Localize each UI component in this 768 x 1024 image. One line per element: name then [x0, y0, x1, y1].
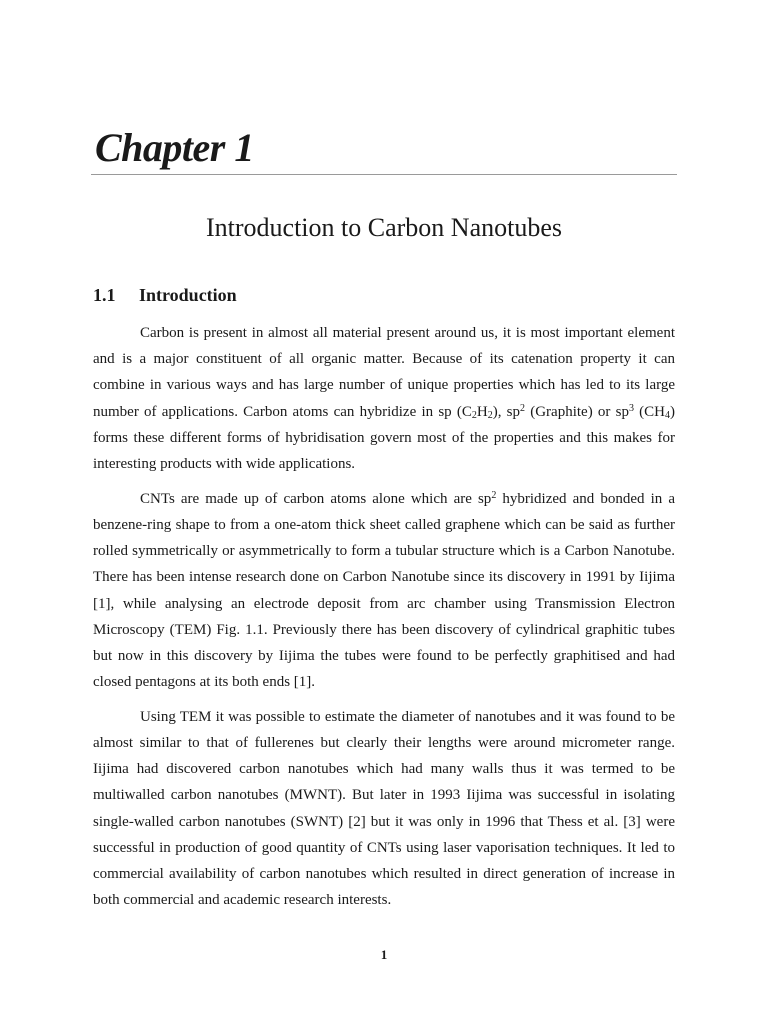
page-number: 1 [380, 947, 388, 962]
p1-text-c: H [476, 403, 488, 420]
section-number: 1.1 [93, 285, 116, 305]
paragraph-2 [93, 486, 675, 696]
body-text [93, 320, 675, 922]
section-heading [93, 282, 237, 308]
section-title: Introduction [139, 285, 237, 305]
p1-text-a: Carbon is present in almost all material present around us, it is most important element and is a major constituent of all organic matter. Because of its catenation property it can combine in various ways and has large number of unique properties which has led to its large number of applications. Carbon atoms can hybridize in sp (C [93, 325, 675, 420]
paragraph-3: Using TEM it was possible to estimate the diameter of nanotubes and it was found to be almost similar to that of fullerenes but clearly their lengths were around micrometer range. Iijima had discovered carbon nanotubes which had many walls thus it was termed to be multiwalled carbon nanotubes (MWNT). But later in 1993 Iijima was successful in isolating single-walled carbon nanotubes (SWNT) [2] but it was only in 1996 that Thess et al. [3] were successful in production of good quantity of CNTs using laser vaporisation techniques. It led to commercial availability of carbon nanotubes which resulted in direct generation of increase in both commercial and academic research interests. [93, 708, 675, 909]
chapter-heading: Chapter 1 [95, 125, 254, 170]
p2-text-c: hybridized and bonded in a benzene-ring shape to from a one-atom thick sheet called graphene which can be said as further rolled symmetrically or asymmetrically to form a tubular structure which is a Carbon Nanotube. There has been intense research done on Carbon Nanotube since its discovery in 1991 by Iijima [1], while analysing an electrode deposit from arc chamber using Transmission Electron Microscopy (TEM) Fig. 1.1. Previously there has been discovery of cylindrical graphitic tubes but now in this discovery by Iijima the tubes were found to be perfectly graphitised and had closed pentagons at its both ends [1]. [93, 490, 675, 691]
p2-text-a: CNTs are made up of carbon atoms alone which are sp [140, 490, 492, 507]
chapter-title: Introduction to Carbon Nanotubes [206, 213, 562, 242]
p1-sub-1: 2 [471, 409, 477, 421]
p1-text-g: (Graphite) or sp [525, 403, 629, 420]
paragraph-1 [93, 320, 675, 477]
p1-text-i: (CH [633, 403, 665, 420]
p1-sup-1: 2 [520, 402, 526, 414]
p1-sup-2: 3 [628, 402, 634, 414]
heading-rule [91, 174, 677, 175]
p1-text-k: ) forms these different forms of hybridisation govern most of the properties and this makes for interesting products with wide applications. [93, 403, 675, 473]
p1-sub-2: 2 [487, 409, 493, 421]
p1-sub-3: 4 [665, 409, 670, 421]
p2-sup-1: 2 [491, 489, 497, 501]
p1-text-e: ), sp [492, 403, 521, 420]
